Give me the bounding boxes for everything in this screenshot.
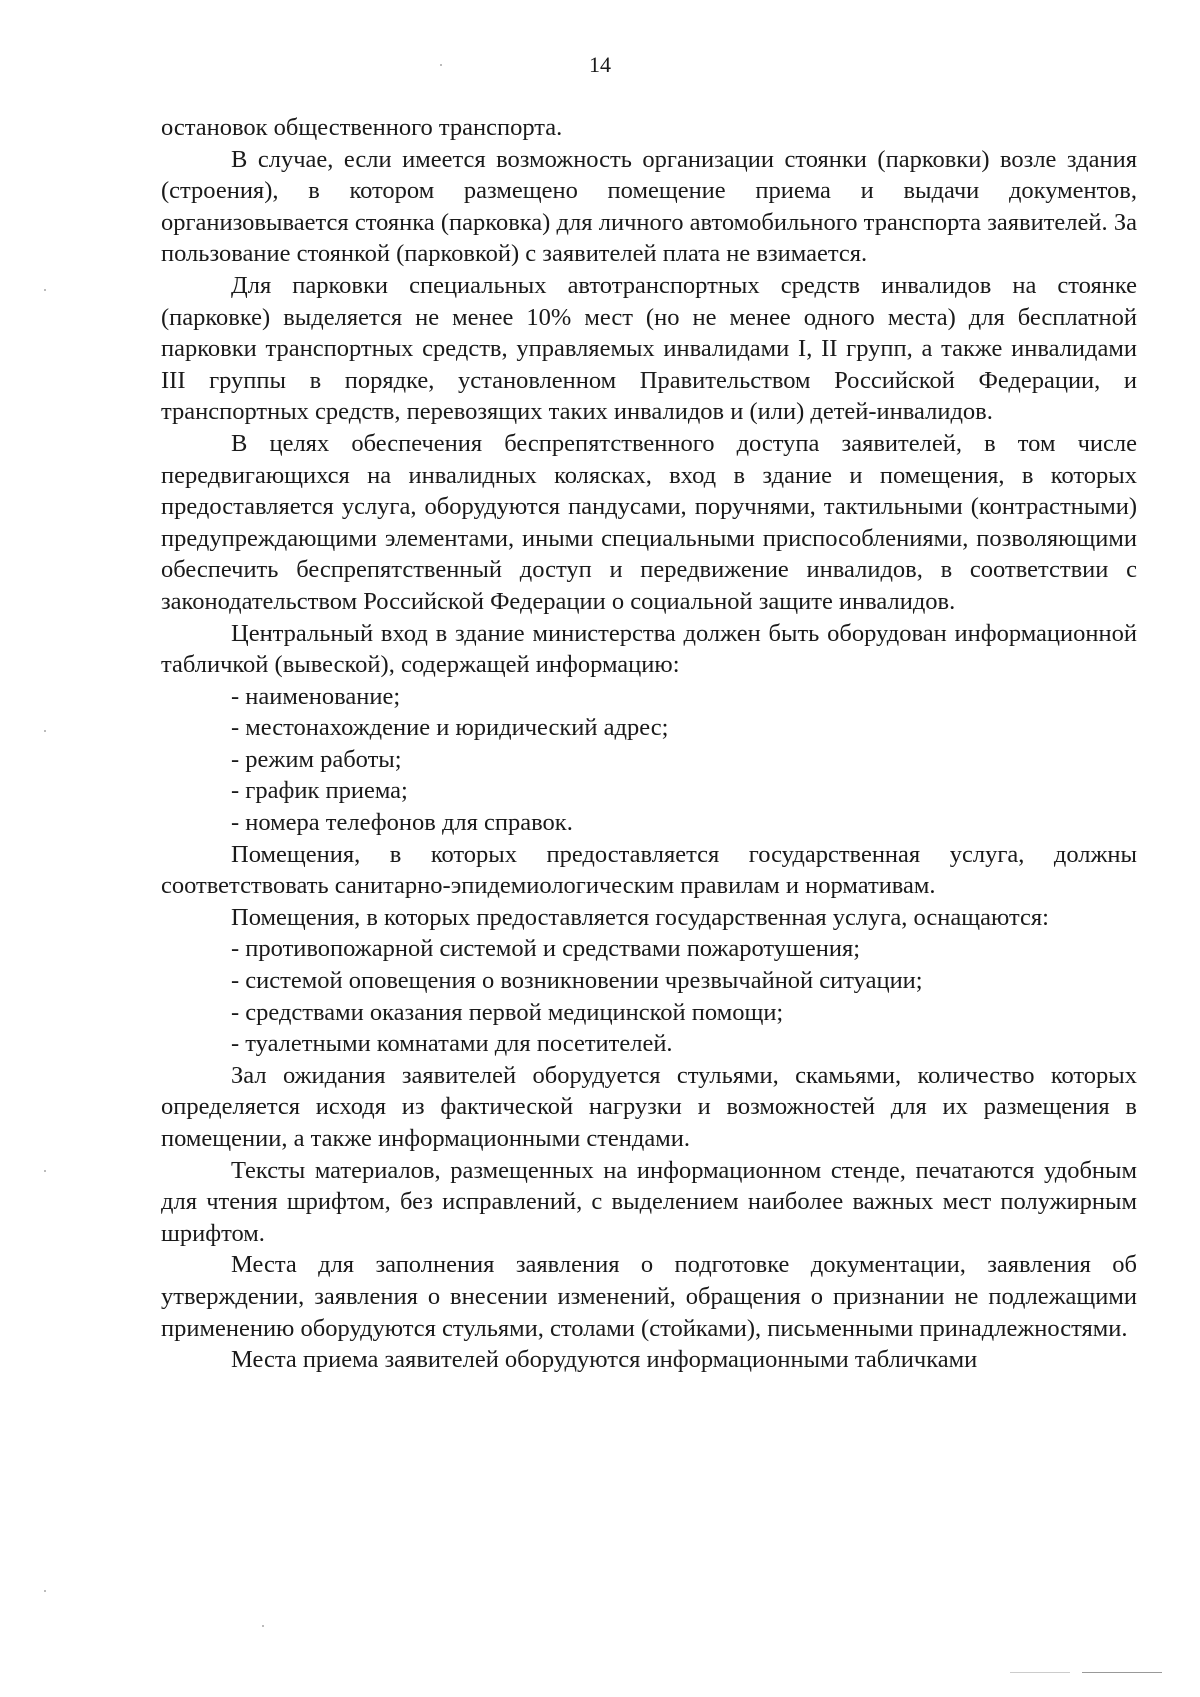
- paragraph-entrance-sign: Центральный вход в здание министерства должен быть оборудован информационной табличкой (вывеской), содержащей информацию:: [161, 619, 1137, 679]
- scan-dot: [44, 1170, 46, 1172]
- paragraph-equipment: Помещения, в которых предоставляется государственная услуга, оснащаются:: [231, 903, 1049, 931]
- list-item-first-aid: - средствами оказания первой медицинской помощи;: [231, 998, 784, 1026]
- list-item-fire-system: - противопожарной системой и средствами пожаротушения;: [231, 935, 861, 963]
- paragraph-disabled-parking: Для парковки специальных автотранспортных средств инвалидов на стоянке (парковке) выделяется не менее 10% мест (но не менее одного места) для бесплатной парковки транспортных средств, управляемых инвалидами I, II групп, а также инвалидами III группы в порядке, установленном Правительством Российской Федерации, и транспортных средств, перевозящих таких инвалидов и (или) детей-инвалидов.: [161, 271, 1137, 426]
- list-item-sign-hours: - режим работы;: [231, 745, 402, 773]
- paragraph-accessibility: В целях обеспечения беспрепятственного доступа заявителей, в том числе передвигающихся на инвалидных колясках, вход в здание и помещения, в которых предоставляется услуга, оборудуются пандусами, поручнями, тактильными (контрастными) предупреждающими элементами, иными специальными приспособлениями, позволяющими обеспечить беспрепятственный доступ и передвижение инвалидов, в соответствии с законодательством Российской Федерации о социальной защите инвалидов.: [161, 429, 1137, 615]
- list-item-restrooms: - туалетными комнатами для посетителей.: [231, 1030, 673, 1058]
- scan-dot: [440, 64, 442, 66]
- scan-dot: [44, 289, 46, 291]
- document-body: [161, 112, 1137, 1376]
- paragraph-sanitary: Помещения, в которых предоставляется государственная услуга, должны соответствовать санитарно-эпидемиологическим правилам и нормативам.: [161, 840, 1137, 900]
- list-item-sign-address: - местонахождение и юридический адрес;: [231, 714, 669, 742]
- scan-dot: [44, 1590, 46, 1592]
- paragraph-filling-places: Места для заполнения заявления о подготовке документации, заявления об утверждении, заявления о внесении изменений, обращения о признании не подлежащими применению оборудуются стульями, столами (стойками), письменными принадлежностями.: [161, 1251, 1137, 1342]
- list-item-sign-phones: - номера телефонов для справок.: [231, 809, 573, 837]
- list-item-sign-name: - наименование;: [231, 682, 401, 710]
- scan-line: [1082, 1672, 1162, 1673]
- paragraph-stand-texts: Тексты материалов, размещенных на информационном стенде, печатаются удобным для чтения шрифтом, без исправлений, с выделением наиболее важных мест полужирным шрифтом.: [161, 1156, 1137, 1247]
- list-item-sign-schedule: - график приема;: [231, 777, 408, 805]
- page-number: 14: [589, 52, 611, 77]
- list-item-alert-system: - системой оповещения о возникновении чрезвычайной ситуации;: [231, 967, 923, 995]
- paragraph-reception-places: Места приема заявителей оборудуются информационными табличками: [231, 1346, 978, 1374]
- paragraph-continuation: остановок общественного транспорта.: [161, 114, 563, 141]
- scan-dot: [262, 1625, 264, 1627]
- paragraph-waiting-hall: Зал ожидания заявителей оборудуется стульями, скамьями, количество которых определяется исходя из фактической нагрузки и возможностей для их размещения в помещении, а также информационными стендами.: [161, 1061, 1137, 1152]
- scan-dot: [44, 730, 46, 732]
- paragraph-parking: В случае, если имеется возможность организации стоянки (парковки) возле здания (строения), в котором размещено помещение приема и выдачи документов, организовывается стоянка (парковка) для личного автомобильного транспорта заявителей. За пользование стоянкой (парковкой) с заявителей плата не взимается.: [161, 145, 1137, 268]
- scan-line: [1010, 1672, 1070, 1673]
